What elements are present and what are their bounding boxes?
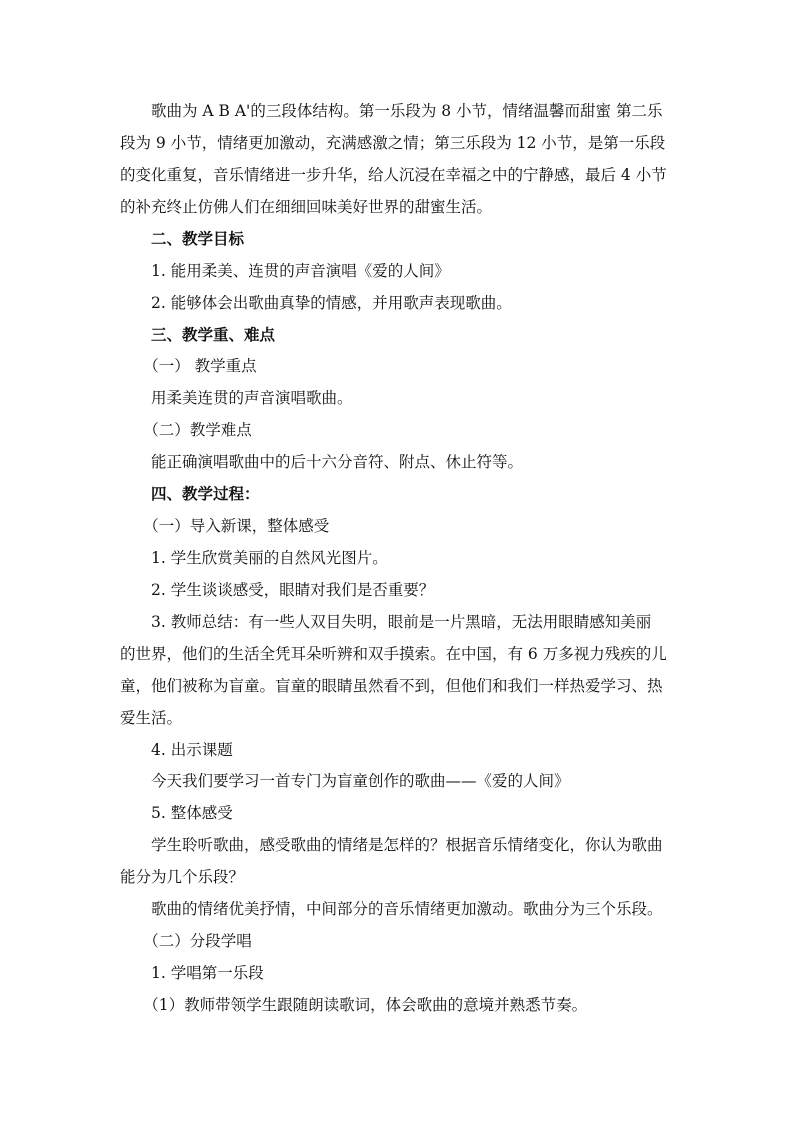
paragraph-line: 3. 教师总结：有一些人双目失明，眼前是一片黑暗，无法用眼睛感知美丽 [120,613,652,631]
subsection-heading: （二）分段学唱 [120,932,252,950]
list-item: 1. 学生欣赏美丽的自然风光图片。 [120,549,388,567]
paragraph-line: 用柔美连贯的声音演唱歌曲。 [120,389,353,407]
section-heading: 四、教学过程： [120,485,260,503]
list-item: 2. 能够体会出歌曲真挚的情感，并用歌声表现歌曲。 [120,294,512,312]
list-item: （1）教师带领学生跟随朗读歌词，体会歌曲的意境并熟悉节奏。 [120,996,588,1014]
list-item: 5. 整体感受 [120,804,233,822]
paragraph-line: 今天我们要学习一首专门为盲童创作的歌曲——《爱的人间》 [120,772,570,790]
subsection-heading: （一） 教学重点 [120,357,257,375]
paragraph-line: 童，他们被称为盲童。盲童的眼睛虽然看不到，但他们和我们一样热爱学习、热 [120,677,663,695]
paragraph-line: 爱生活。 [120,709,183,727]
paragraph-line: 的变化重复，音乐情绪进一步升华，给人沉浸在幸福之中的宁静感，最后 4 小节 [120,166,667,184]
list-item: 4. 出示课题 [120,741,233,759]
paragraph-line: 的世界，他们的生活全凭耳朵听辨和双手摸索。在中国，有 6 万多视力残疾的儿 [120,645,667,663]
paragraph-line: 段为 9 小节，情绪更加激动，充满感激之情；第三乐段为 12 小节，是第一乐段 [120,134,666,152]
list-item: 1. 能用柔美、连贯的声音演唱《爱的人间》 [120,262,450,280]
list-item: 2. 学生谈谈感受，眼睛对我们是否重要？ [120,581,435,599]
subsection-heading: （二）教学难点 [120,421,252,439]
section-heading: 三、教学重、难点 [120,326,276,344]
subsection-heading: （一）导入新课，整体感受 [120,517,330,535]
paragraph-line: 能正确演唱歌曲中的后十六分音符、附点、休止符等。 [120,453,524,471]
paragraph-line: 的补充终止仿佛人们在细细回味美好世界的甜蜜生活。 [120,198,493,216]
section-heading: 二、教学目标 [120,230,245,248]
paragraph-line: 歌曲为 A B A'的三段体结构。第一乐段为 8 小节，情绪温馨而甜蜜 第二乐 [120,102,663,120]
paragraph-line: 学生聆听歌曲，感受歌曲的情绪是怎样的？根据音乐情绪变化，你认为歌曲 [120,836,663,854]
paragraph-line: 歌曲的情绪优美抒情，中间部分的音乐情绪更加激动。歌曲分为三个乐段。 [120,900,663,918]
paragraph-line: 能分为几个乐段？ [120,868,245,886]
list-item: 1. 学唱第一乐段 [120,964,264,982]
